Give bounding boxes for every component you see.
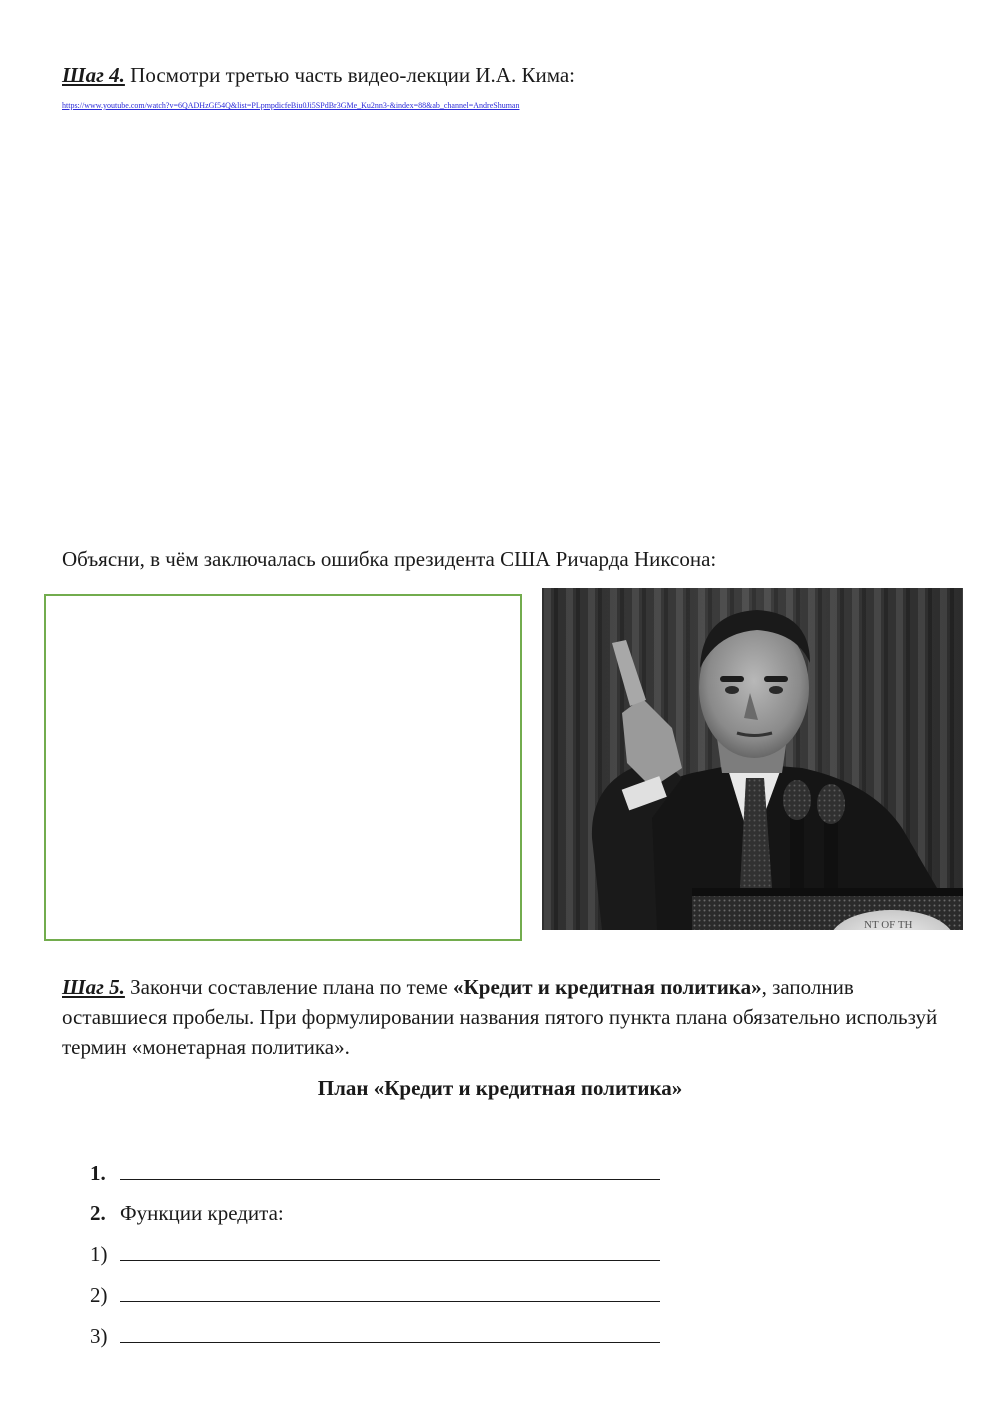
step4-instruction [62,60,575,90]
step4-text: Посмотри третью часть видео-лекции И.А. Кима: [124,63,576,87]
nixon-question: Объясни, в чём заключалась ошибка президента США Ричарда Никсона: [62,547,717,571]
answer-box[interactable] [44,594,522,941]
step4-label: Шаг 4. [62,63,125,87]
plan-subitem-number: 3) [90,1324,108,1348]
plan-item-number: 1. [90,1161,106,1185]
nixon-photo-icon [542,588,963,930]
plan-subitem-1-blank[interactable] [120,1238,660,1261]
step5-topic: «Кредит и кредитная политика» [453,975,762,999]
plan-subitem-number: 1) [90,1242,108,1266]
plan-subitem-2-blank[interactable] [120,1279,660,1302]
seal-text: NT OF TH [864,919,913,930]
step5-label: Шаг 5. [62,975,125,999]
nixon-photo [542,588,963,930]
lecture-video-link[interactable]: https://www.youtube.com/watch?v=6QADHzGf54Q&list=PLpmpdicfeBiu0Ji5SPdBr3GMe_Ku2nn3-&index=88&ab_channel=AndreShuman [62,101,520,110]
plan-item-2-text: Функции кредита: [120,1201,284,1225]
step5-text-before: Закончи составление плана по теме [124,975,454,999]
plan-item-number: 2. [90,1201,106,1225]
plan-subitem-1 [90,1238,660,1269]
plan-subitem-number: 2) [90,1283,108,1307]
plan-subitem-3 [90,1320,660,1351]
plan-item-1 [90,1157,660,1188]
plan-title: План «Кредит и кредитная политика» [317,1076,683,1100]
plan-item-1-blank[interactable] [120,1157,660,1180]
plan-subitem-3-blank[interactable] [120,1320,660,1343]
step5-text-after: , заполнив оставшиеся пробелы. При формулировании названия пятого пункта плана обязательно используй термин «монетарная политика». [62,975,938,1059]
step5-instruction [62,972,952,1062]
plan-subitem-2 [90,1279,660,1310]
plan-item-2 [90,1198,284,1228]
